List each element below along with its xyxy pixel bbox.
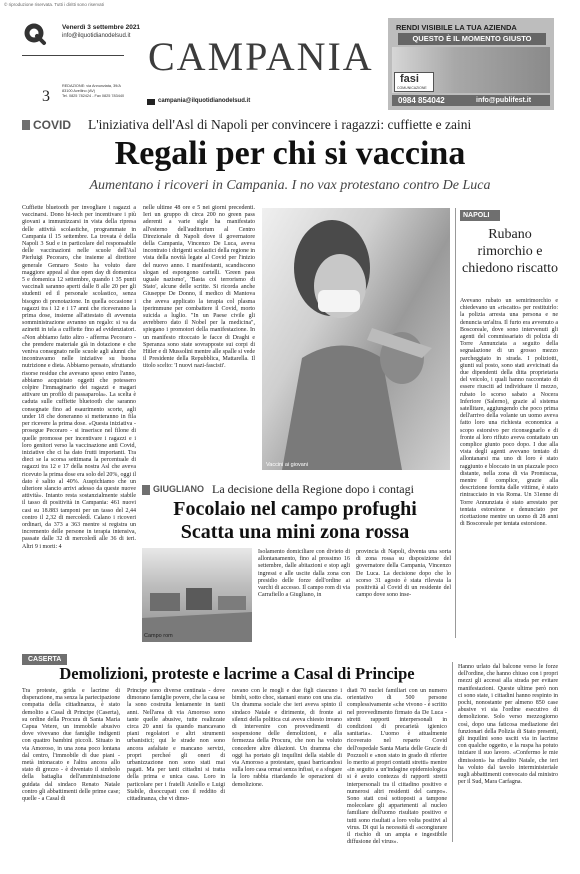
caserta-kicker-text: CASERTA: [22, 654, 67, 665]
ad-line-1: RENDI VISIBILE LA TUA AZIENDA: [396, 23, 517, 32]
vaccine-photo-caption: Vaccini ai giovani: [266, 462, 309, 468]
giugliano-col-1: Isolamento domiciliare con divieto di allontanamento, fino al prossimo 16 settembre, dalle abitazioni e stop agli ingressi e alle uscite dalla zona con presidio delle forze dell'ordine ai varchi di accesso. Il campo rom di via Carrafiello a Giugliano, in: [258, 549, 350, 599]
vaccine-photo: [262, 208, 450, 470]
giugliano-headline-2: Scatta una mini zona rossa: [180, 521, 410, 543]
ad-web: info@publifest.it: [476, 97, 532, 104]
napoli-kicker-text: NAPOLI: [463, 212, 490, 219]
main-subhead: Aumentano i ricoveri in Campania. I no vax protestano contro De Luca: [89, 178, 491, 193]
issue-date: Venerdì 3 settembre 2021: [62, 24, 141, 31]
contact-email[interactable]: campania@ilquotidianodelsud.it: [158, 98, 251, 104]
sidebar-body: Avevano rubato un semirimorchio e chiedevano un «riscatto» per restituirlo: la polizia arresta una persona e ne denuncia un'altra. Il furto era avvenuto a Boscoreale, dove sono intervenuti gli agenti del commissariato di polizia di Torre Annunziata a seguito della segnalazione di un grosso mezzo parcheggiato in strada. I poliziotti, giunti sul posto, sono stati avvicinati da due dipendenti della ditta proprietaria del veicolo, i quali hanno raccontato di essere riusciti ad individuare il mezzo, rubato lo scorso sabato a Nocera Inferiore (Salerno), grazie al sistema satellitare, aggiungendo che poco prima dell'arrivo della volante un uomo aveva fatto loro una richiesta economica a scopo estorsivo per riconsegnarlo e di fronte al loro rifiuto aveva contattato un complice giunto poco dopo. I due alla vista degli agenti avevano tentato di allontanarsi ma uno di loro è stato raggiunto e bloccato in un piazzale poco distante, nella zona di via Promiscua, mentre il complice, grazie alla descrizione fornita dalle vittime, è stato rintracciato in via Roma. Un 31enne di Torre Annunziata è stato arrestato per tentata estorsione e denunciato per ricettazione mentre un uomo di 28 anni di Boscoreale per tentata estorsione.: [460, 298, 558, 528]
giugliano-headline-1: Focolaio nel campo profughi: [173, 498, 417, 520]
giugliano-col-3-visible: diati 70 nuclei familiari con un numero orientativo di 500 persone complessivamente «che vivono - è scritto nel provvedimento firmato da De Luca - stretti rapporti interpersonali in condizioni di precarietà igienico sanitaria». L'uomo è attualmente ricoverato nel reparto Covid dell'ospedale Santa Maria delle Grazie di Pozzuoli e «non stato in grado di riferire lo merito ai propri contatti stretti» mentre «in seguito a un'indagine epidemiologica si è avuto contezza di rapporti stretti interpersonali tra il cittadino positivo e numerosi altri residenti del campo». Sono stati così sottoposti a tampone molecolare gli appartenenti al nucleo familiare dell'uomo risultato positivo e tutti sono risultati a loro volta positivi al virus. Di qui la necessità di «scongiurare il rischio di un ampia e ingestibile diffusione del virus».: [347, 688, 447, 846]
envelope-icon: [147, 99, 155, 105]
section-title: CAMPANIA: [148, 34, 374, 79]
sidebar-headline: Rubano rimorchio e chiedono riscatto: [461, 227, 559, 276]
main-headline: Regali per chi si vaccina: [114, 135, 466, 172]
advertisement[interactable]: [388, 18, 554, 110]
caserta-col-1: Tra proteste, grida e lacrime di disperazione, ma senza la partecipazione compatta della cittadinanza, è stato demolito a Casal di Principe (Caserta), su ordine della Procura di Santa Maria Capua Vetere, un immobile abusivo dove vivevano due famiglie indigenti con quattro bambini piccoli. Situato in via Amoroso, in una zona poco lontana dal centro, l'immobile di due piani - metà intonacato e l'altra ancora allo stato di grezzo - è diventato il simbolo della battaglia dell'amministrazione guidata dal sindaco Renato Natale contro gli abbattimenti delle prime case; quelle - a Casal di: [22, 688, 120, 803]
giugliano-kicker: GIUGLIANO: [153, 484, 204, 494]
main-article-col-2: nelle ultime 48 ore e 5 nei giorni precedenti. Ieri un gruppo di circa 200 no green pass aderenti a varie sigle ha manifestato all'esterno dell'auditorium al Centro Direzionale di Napoli dove il governatore della Campania, Vincenzo De Luca, aveva incontrato i dirigenti scolastici della regione in vista della novità legate al Covid per l'inizio del nuovo anno. I manifestanti, scandiscono slogan ed espongono cartelli. 'Green pass uguale nazismo', 'Basta col terrorismo di Stato', alcune delle scritte. Si ricorda anche Giuseppe De Donno, il medico di Mantova che aveva applicato la terapia col plasma iperimmune per combattere il Covid, morto suicida a luglio. "In un Paese civile gli avrebbero dato il Nobel per la medicina", spiegano i promotori della manifestazione. In un manifesto ritoccato le facce di Draghi e Speranza sono state sovrapposte sui corpi di Hitler e di Mussolini mentre alle spalle si vede il Presidente della Repubblica, Mattarella. Il titolo scelto: 'I nuovi nazi-fascisti'.: [143, 205, 255, 370]
main-article-col-1: Cuffiette bluetooth per invogliare i ragazzi a vaccinarsi. Dono hi-tech per incentivare i più giovani a immunizzarsi in vista della ripresa delle attività scolastiche, programmate in Campania il 15 settembre. La trovata è della Napoli 3 Sud e in particolare del responsabile delle vaccinazioni nelle scuole dell'Asl Pierluigi Pecoraro, che insieme al direttore generale Gennaro Sosto ha voluto dare maggiore appeal al due open day di domenica 5 e domenica 12 settembre, quando i 35 punti vaccinali saranno aperti dalle 8 alle 20 per gli studenti ed il personale scolastico, senza bisogno di prenotazione. In quella occasione i ragazzi tra i 12 e i 17 anni che riceveranno la prima dose, insieme all'attestato di avvenuta somministrazione avranno un regalo: si va da azinetti in tela a cuffiette fino ad evidenziatori. «Non abbiamo fatto altro - afferma Pecoraro - che prendere materiale già in dotazione e che veniva consegnato nelle scuole agli alunni che incontravamo nelle iniziative su buona nutrizione e dieta. Abbiamo pensato, sfruttando risorse residue che avevano speso entro l'anno, abbiamo acquistato oggetti che potessero colpire l'immaginario dei ragazzi e magari attivare un profilo di passaparola». La scelta è caduta sulle cuffiette bluetooth che saranno consegnate fino ad esaurimento scorte, agli under 18 che doneranno si metteranno in fila per ricevere la prima dose. «Questa iniziativa - prosegue Pecoraro - si inserisce nel filone di quelle promosse per incentivare i ragazzi e i loro genitori verso la vaccinazione anti Covid, iniziative che ci ha dato frutti importanti. Tra dieci se la scorsa settimana la percentuale di ragazzi tra 12 e 17 della nostra Asl che aveva ricevuto la prima dose era solo del 20%, oggi il dato è salito al 40%. Auspichiamo che un ulteriore slancio arrivi adesso da queste nuove attività». Intanto resta sostanzialmente stabile il tasso di positività in Campania: 461 nuovi casi su 18.883 tamponi per un tasso del 2,44 contro il 2,32 di mercoledì. Calano i ricoveri ordinari, da 373 a 363 mentre si registra un incremento delle persone in terapia intensiva, passate dalle 32 di mercoledì alle 36 di ieri. Altri 9 i morti: 4: [22, 205, 136, 550]
caserta-divider: [452, 662, 453, 842]
page-number: 3: [42, 88, 50, 105]
copyright-strip: © riproduzione riservata. Tutti i diritti sono riservati: [4, 2, 104, 7]
main-topline: L'iniziativa dell'Asl di Napoli per convincere i ragazzi: cuffiette e zaini: [88, 117, 472, 132]
giugliano-kicker-marker: [142, 485, 150, 495]
covid-kicker: COVID: [33, 118, 72, 132]
redazione-info: REDAZIONE: via Annunziata, 39/A 83100 Avellino (AV) Tel. 0825 782424 - Fax 0825 783440: [62, 84, 125, 98]
caserta-col-3: ravano con le mogli e due figli ciascuno i bimbi, sotto choc, stamani erano con una zia. Un dramma sociale che ieri aveva spinto il sindaco Natale e dirimente, di fronte ai silenzi della politica cui aveva chiesto invano di intervenire con provvedimenti di sospensione delle demolizioni, e alla fermezza della Procura, che non ha voluto concedere altre dilazioni. Un dramma che oggi ha portato gli inquilini della stabile di via Amoroso a protestare, quasi barricandosi sulla loro casa ormai senza infissi, e a sfogare la loro rabbia ritardando le operazioni di demolizione.: [232, 688, 342, 788]
ad-phone: 0984 854042: [398, 96, 445, 105]
napoli-kicker: [460, 210, 500, 221]
caserta-kicker: [22, 648, 559, 663]
campo-photo-caption: Campo rom: [144, 633, 173, 639]
covid-kicker-marker: [22, 120, 30, 130]
campo-photo: [142, 548, 252, 642]
masthead-rule: [22, 55, 124, 56]
caserta-col-4: Hanno urlato dal balcone verso le forze dell'ordine, che hanno chiuso con i propri mezzi gli accessi alla strada per evitare manifestazioni. Queste ultime però non ci sono state, i cittadini hanno respinto in pochi, nonostante per almeno 850 case abusive vi sia l'ordine esecutivo di demolizione. Solo verso mezzogiorno così, dopo una faticosa mediazione dei funzionari della Polizia di Stato presenti, gli inquilini sono usciti via in lacrime con qualche oggetto, e la ruspa ha potuto iniziare il suo lavoro. «Confermo le mie dimissioni» ha ribadito Natale, che ieri ha voluto dal tavolo interministeriale sugli abbattimenti convocato dal ministro per il Sud, Mara Carfagna.: [458, 664, 558, 786]
caserta-headline: Demolizioni, proteste e lacrime a Casal di Principe: [59, 664, 415, 683]
ad-brand-sub: COMUNICAZIONE: [397, 86, 427, 90]
masthead-email[interactable]: info@ilquotidianodelsud.it: [62, 33, 131, 39]
ad-brand: fasi: [400, 73, 419, 85]
giugliano-topline: La decisione della Regione dopo i contagi: [212, 482, 414, 496]
sidebar-divider: [455, 208, 456, 638]
quotidiano-q-logo: [23, 22, 47, 46]
giugliano-col-2: provincia di Napoli, diventa una sorta di zona rossa su disposizione del governatore della Campania, Vincenzo De Luca. La decisione dopo che lo scorso 31 agosto è stata rilevata la positività al Covid di un residente del campo dove sono inse-: [356, 549, 451, 599]
caserta-col-2: Principe sono diverse centinaia - dove dimorano famiglie povere, che la casa se la sono costruita lentamente in tanti anni. Nell'area di via Amoroso sono tante quelle abusive, tutte realizzate circa 20 anni fa quando mancavano piani regolatori e altri strumenti urbanistici; qui le strade non sono ancora asfaltate e mancano servizi, propri percheé gli oneri di urbanizzazione non sono stati mai pagati. Ma per tanti cittadini si tratta della prima e unica casa. Loro in particolare per i fratelli Aniello e Luigi Stabile, disoccupati con il reddito di cittadinanza, che vi dimo-: [127, 688, 225, 803]
ad-line-2: QUESTO È IL MOMENTO GIUSTO: [398, 33, 546, 45]
